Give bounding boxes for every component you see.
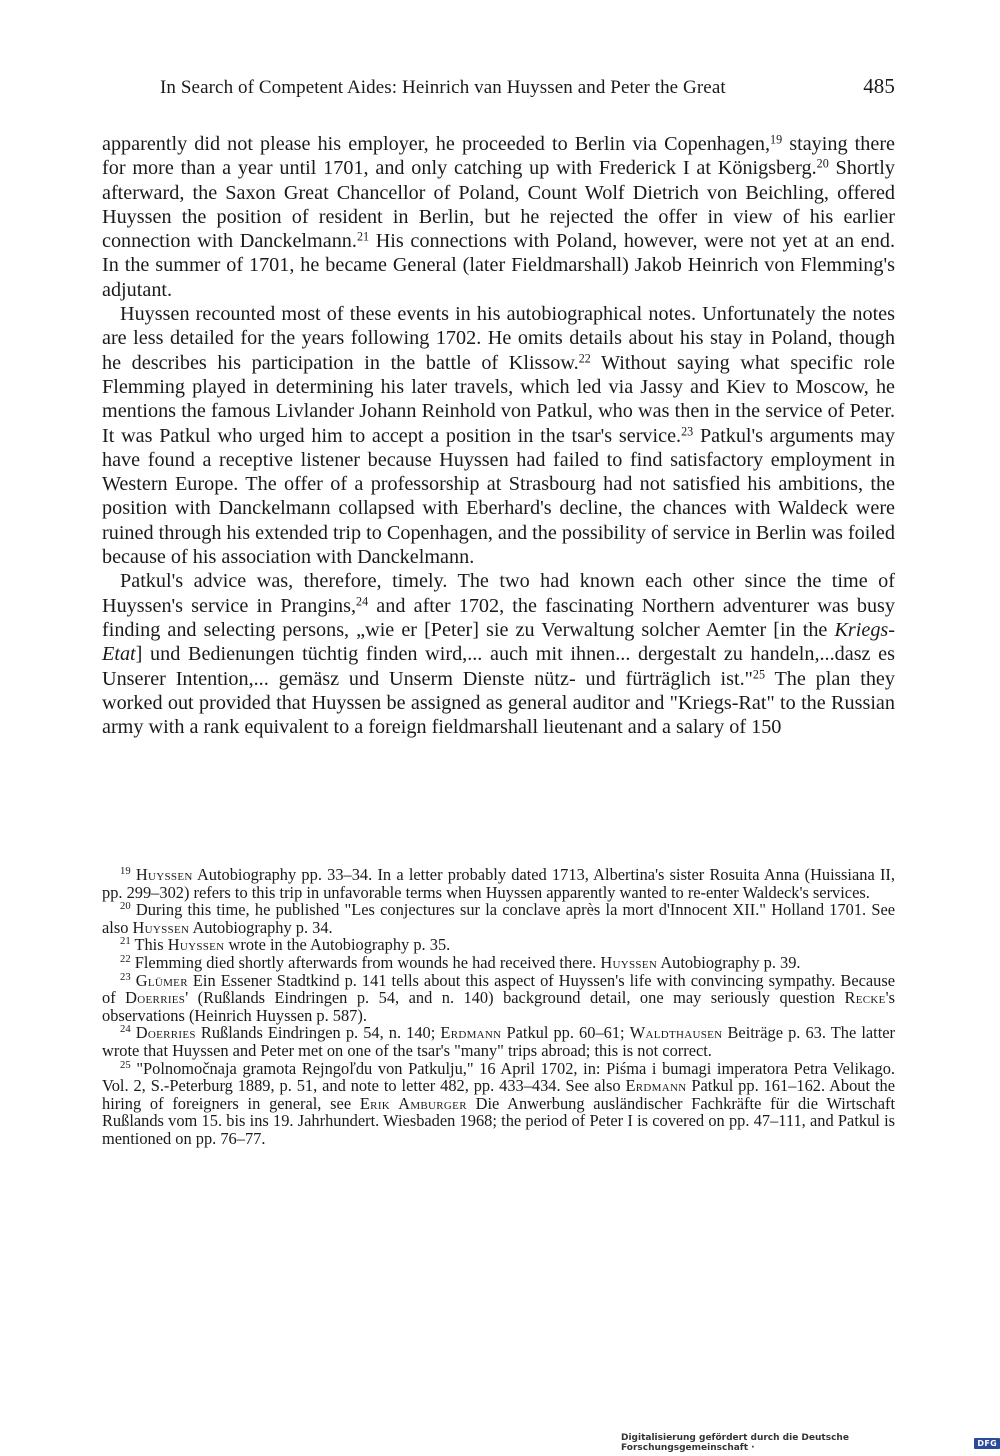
text-span: Ein Essener Stadtkind p. 141 tells about this aspect of Huyssen's life with convincing sympathy. Because of xyxy=(102,970,895,1008)
text-span: and after 1702, the fascinating Northern adventurer was busy finding and selecting persons, „wie er [Peter] sie zu Verwaltung solcher Aemter [in the xyxy=(102,594,895,641)
author-name: Waldthausen xyxy=(629,1023,723,1043)
text-span: apparently did not please his employer, he proceeded to Berlin via Copenhagen, xyxy=(102,133,771,155)
text-span: Huyssen recounted most of these events in his autobiographical notes. Unfortunately the notes are less detailed for the years following 1702. He omits details about his stay in Poland, though he describes his participation in the battle of Klissow. xyxy=(102,303,895,374)
footnote-ref: 19 xyxy=(770,132,783,147)
text-span: ] und Bedienungen tüchtig finden wird,... auch mit ihnen... dergestalt zu handeln,...dasz es Unserer Intention,... gemäsz und Unserm Dienste nütz- und fürträglich ist." xyxy=(102,643,895,690)
footnote-20 xyxy=(102,901,895,936)
text-span: Autobiography pp. 33–34. In a letter probably dated 1713, Albertina's sister Rosuita Anna (Huissiana II, pp. 299–302) refers to this trip in unfavorable terms when Huyssen apparently wanted to re-enter Waldeck's services. xyxy=(102,865,895,902)
footnote-22 xyxy=(102,954,895,972)
footnote-ref: 25 xyxy=(752,666,766,681)
author-name: Huyssen xyxy=(167,935,225,955)
footnote-ref: 23 xyxy=(681,423,694,438)
footnote-25 xyxy=(102,1060,895,1148)
digitization-credit xyxy=(621,1433,1000,1453)
footnote-number: 24 xyxy=(120,1024,131,1036)
text-span: Without saying what specific role Flemming played in determining his later travels, which led via Jassy and Kiev to Moscow, he mentions the famous Livlander Johann Reinhold von Patkul, who was then in the service of Peter. It was Patkul who urged him to accept a position in the tsar's service. xyxy=(102,351,896,447)
footnotes xyxy=(102,866,895,1148)
paragraph-1 xyxy=(102,132,895,302)
footnote-ref: 22 xyxy=(578,351,591,366)
footnote-number: 23 xyxy=(120,971,131,983)
author-name: Doerries xyxy=(135,1023,196,1043)
author-name: Huyssen xyxy=(135,865,193,884)
paragraph-3 xyxy=(102,569,895,739)
text-span: Patkul pp. 161–162. About the hiring of foreigners in general, see xyxy=(102,1076,895,1113)
text-span: This xyxy=(130,935,168,955)
footnote-ref: 21 xyxy=(356,229,370,244)
author-name: Erdmann xyxy=(625,1076,687,1096)
text-span: During this time, he published "Les conjectures sur la conclave après la mort d'Innocent XII." Holland 1701. See also xyxy=(102,900,895,937)
running-header xyxy=(160,74,895,99)
text-span: Patkul pp. 60–61; xyxy=(501,1023,630,1043)
text-span: Die Anwerbung ausländischer Fachkräfte für die Wirtschaft Rußlands vom 15. bis ins 19. Jahrhundert. Wiesbaden 1968; the period of Peter I is covered on pp. 47–111, and Patkul is mentioned on pp. 76–77. xyxy=(102,1093,896,1148)
italic-term: Kriegs-Etat xyxy=(102,618,895,666)
author-name: Huyssen xyxy=(600,952,658,972)
text-span: 's observations (Heinrich Huyssen p. 587). xyxy=(102,988,895,1025)
author-name: Doerries xyxy=(125,988,186,1008)
footnote-21 xyxy=(102,936,895,954)
text-span: ' (Rußlands Eindringen p. 54, and n. 140) background detail, one may seriously question xyxy=(185,988,845,1008)
footnote-23 xyxy=(102,972,895,1025)
text-span: Flemming died shortly afterwards from wounds he had received there. xyxy=(130,952,601,972)
dfg-logo-icon: DFG xyxy=(974,1438,1000,1449)
footnote-ref: 24 xyxy=(356,593,369,608)
text-span: His connections with Poland, however, were not yet at an end. In the summer of 1701, he became General (later Fieldmarshall) Jakob Heinrich von Flemming's adjutant. xyxy=(102,230,895,301)
author-name: Glümer xyxy=(135,970,188,990)
text-span: Beiträge p. 63. The latter wrote that Huyssen and Peter met on one of the tsar's "many" trips abroad; this is not correct. xyxy=(102,1023,895,1060)
footnote-number: 25 xyxy=(120,1059,131,1071)
footnote-number: 19 xyxy=(120,866,131,878)
text-span: Autobiography p. 39. xyxy=(657,952,801,972)
text-span: staying there for more than a year until 1701, and only catching up with Frederick I at Königsberg. xyxy=(102,133,895,180)
text-span: The plan they worked out provided that Huyssen be assigned as general auditor and "Kriegs-Rat" to the Russian army with a rank equivalent to a foreign fieldmarshall lieutenant and a salary of 150 xyxy=(102,667,895,739)
author-name: Erik Amburger xyxy=(359,1093,467,1113)
footnote-number: 20 xyxy=(120,901,131,913)
paragraph-2 xyxy=(102,302,895,569)
running-title: In Search of Competent Aides: Heinrich van Huyssen and Peter the Great xyxy=(160,77,726,98)
text-span: Patkul's advice was, therefore, timely. The two had known each other since the time of Huyssen's service in Prangins, xyxy=(102,570,895,617)
page-number: 485 xyxy=(863,74,895,98)
author-name: Recke xyxy=(844,988,886,1008)
author-name: Erdmann xyxy=(440,1023,502,1043)
footnote-number: 22 xyxy=(120,954,131,966)
credit-text: Digitalisierung gefördert durch die Deutsche Forschungsgemeinschaft · xyxy=(621,1433,849,1453)
text-span: "Polnomočnaja gramota Rejngoľdu von Patkulju," 16 April 1702, in: Piśma i bumagi imperatora Petra Velikago. Vol. 2, S.-Peterburg 1889, p. 51, and note to letter 482, pp. 433–434. See also xyxy=(102,1058,895,1096)
text-span: wrote in the Autobiography p. 35. xyxy=(224,935,451,955)
text-span: Shortly afterward, the Saxon Great Chancellor of Poland, Count Wolf Dietrich von Beichling, offered Huyssen the position of resident in Berlin, but he rejected the offer in view of his earlier connection with Danckelmann. xyxy=(102,157,895,253)
text-span: Patkul's arguments may have found a receptive listener because Huyssen had failed to find satisfactory employment in Western Europe. The offer of a professorship at Strasbourg had not satisfied his ambitions, the position with Danckelmann collapsed with Eberhard's decline, the chances with Waldeck were ruined through his extended trip to Copenhagen, and the possibility of service in Berlin was foiled because of his association with Danckelmann. xyxy=(102,424,895,569)
footnote-ref: 20 xyxy=(816,156,829,171)
main-text xyxy=(102,132,895,739)
author-name: Huyssen xyxy=(132,917,190,937)
footnote-19 xyxy=(102,866,895,901)
text-span: Rußlands Eindringen p. 54, n. 140; xyxy=(195,1023,441,1043)
text-span: Autobiography p. 34. xyxy=(189,917,333,937)
footnote-number: 21 xyxy=(120,936,131,948)
footnote-24 xyxy=(102,1024,895,1059)
